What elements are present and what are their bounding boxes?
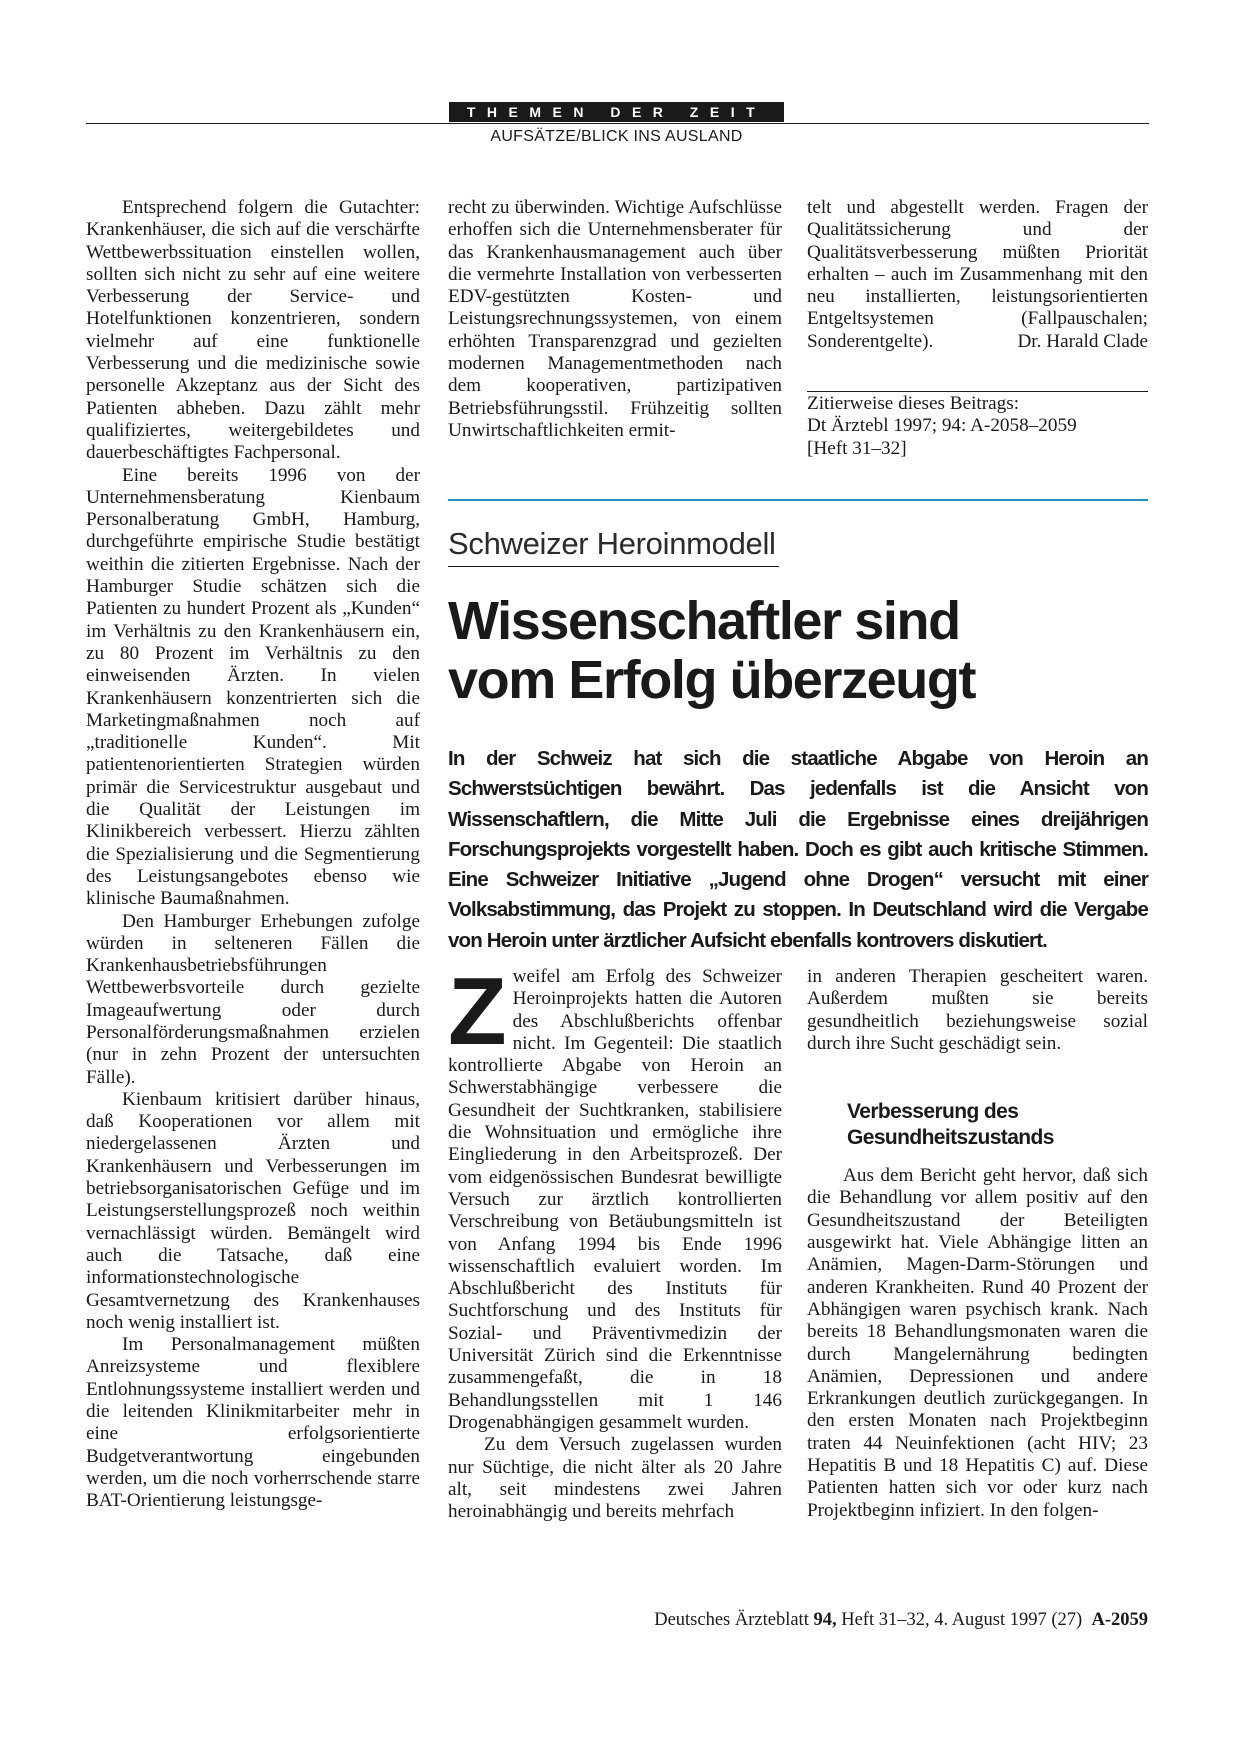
kicker-underline bbox=[448, 566, 779, 567]
drop-cap: Z bbox=[448, 958, 507, 1065]
article-lead: In der Schweiz hat sich die staatliche Abgabe von Heroin an Schwerstsüchtigen bewährt. Das jedenfalls ist die Ansicht von Wissenschaftlern, die Mitte Juli die Ergebnisse eines dreijährigen Forschungsprojekts vorgestellt haben. Doch es gibt auch kritische Stimmen. Eine Schweizer Initiative „Jugend ohne Drogen“ versucht mit einer Volksabstimmung, das Projekt zu stoppen. In Deutschland wird die Vergabe von Heroin unter ärztlicher Aufsicht ebenfalls kontrovers diskutiert. bbox=[448, 747, 1148, 952]
previous-article-column-2 bbox=[448, 197, 782, 442]
article-divider-rule bbox=[448, 499, 1148, 501]
body-paragraph: in anderen Therapien gescheitert waren. Außerdem mußten sie bereits gesundheitlich beziehungsweise sozial durch ihre Sucht geschädigt sein. bbox=[807, 966, 1148, 1054]
title-line: Wissenschaftler sind bbox=[448, 591, 960, 651]
header-rule bbox=[86, 123, 1149, 124]
title-line: vom Erfolg überzeugt bbox=[448, 650, 976, 710]
section-subhead: Verbesserung des Gesundheitszustands bbox=[847, 1100, 1054, 1150]
citation-rule bbox=[807, 391, 1148, 392]
body-paragraph: recht zu überwinden. Wichtige Aufschlüsse erhoffen sich die Unternehmensberater für das Krankenhausmanagement auch über die vermehrte Installation von verbesserten EDV-gestützten Kosten- und Leistungsrechnungssystemen, von einem erhöhten Transparenzgrad und gezielten modernen Managementmethoden nach dem kooperativen, partizipativen Betriebsführungsstil. Frühzeitig sollten Unwirtschaftlichkeiten ermit- bbox=[448, 197, 782, 441]
page-number: A-2059 bbox=[1091, 1610, 1148, 1630]
citation-block bbox=[807, 393, 1148, 460]
body-paragraph: Aus dem Bericht geht hervor, daß sich die Behandlung vor allem positiv auf den Gesundheitszustand der Beteiligten ausgewirkt hat. Viele Abhängige litten an Anämien, Magen-Darm-Störungen und anderen Krankheiten. Rund 40 Prozent der Abhängigen waren psychisch krank. Nach bereits 18 Behandlungsmonaten waren die durch Mangelernährung bedingten Anämien, Depressionen und andere Erkrankungen deutlich zurückgegangen. In den ersten Monaten nach Projektbeginn traten 44 Neuinfektionen (acht HIV; 23 Hepatitis B und 18 Hepatitis C) auf. Diese Patienten hatten sich vor oder kurz nach Projektbeginn infiziert. In den folgen- bbox=[807, 1165, 1148, 1521]
body-text: telt und abgestellt werden. Fragen der Qualitätssicherung und der Qualitätsverbesserung müßten Priorität erhalten – auch im Zusammenhang mit den neu installierten, leistungsorientierten Entgeltsystemen (Fallpauschalen; Sonderentgelte). bbox=[807, 197, 1148, 352]
body-paragraph bbox=[807, 197, 1148, 353]
article-kicker: Schweizer Heroinmodell bbox=[448, 526, 776, 561]
article-column-2 bbox=[807, 966, 1148, 1522]
body-paragraph: Zu dem Versuch zugelassen wurden nur Süchtige, die nicht älter als 20 Jahre alt, seit mindestens zwei Jahren heroinabhängig und bereits mehrfach bbox=[448, 1434, 782, 1523]
body-paragraph: Eine bereits 1996 von der Unternehmensberatung Kienbaum Personalberatung GmbH, Hamburg, durchgeführte empirische Studie bestätigt weithin die zitierten Ergebnisse. Nach der Hamburger Studie schätzen sich die Patienten zu hundert Prozent als „Kunden“ im Verhältnis zu den Krankenhäusern ein, zu 80 Prozent im Verhältnis zu den einweisenden Ärzten. In vielen Krankenhäusern konzentrierten sich die Marketingmaßnahmen noch auf „traditionelle Kunden“. Mit patientenorientierten Strategien würden primär die Servicestruktur ausgebaut und die Qualität der Leistungen im Klinikbereich verbessert. Hierzu zählten die Spezialisierung und die Segmentierung des Leistungsangebotes ebenso wie klinische Baumaßnahmen. bbox=[86, 464, 420, 910]
previous-article-column-3 bbox=[807, 197, 1148, 353]
body-paragraph bbox=[448, 958, 782, 1434]
body-paragraph: Entsprechend folgern die Gutachter: Krankenhäuser, die sich auf die verschärfte Wettbewerbssituation einstellen wollen, sollten sich nicht zu sehr auf eine weitere Verbesserung der Service- und Hotelfunktionen konzentrieren, sondern vielmehr auf eine funktionelle Verbesserung und die medizinische sowie personelle Akzeptanz aus der Sicht des Patienten abheben. Dazu zählt mehr qualifiziertes, weitergebildetes und dauerbeschäftigtes Fachpersonal. bbox=[86, 197, 420, 464]
page-footer bbox=[654, 1610, 1148, 1631]
journal-volume: 94, bbox=[813, 1610, 837, 1630]
article-title bbox=[448, 592, 1148, 710]
body-paragraph: Im Personalmanagement müßten Anreizsysteme und flexiblere Entlohnungssysteme installiert werden und die leitenden Klinikmitarbeiter mehr in eine erfolgsorientierte Budgetverantwortung eingebunden werden, um die noch vorherrschende starre BAT-Orientierung leistungsge- bbox=[86, 1334, 420, 1512]
author-name: Dr. Harald Clade bbox=[1017, 330, 1148, 352]
body-text: weifel am Erfolg des Schweizer Heroinprojekts hatten die Autoren des Abschlußberichts offenbar nicht. Im Gegenteil: Die staatlich kontrollierte Abgabe von Heroin an Schwerstabhängige verbessere die Gesundheit der Suchtkranken, stabilisiere die Wohnsituation und ermögliche ihre Eingliederung in den Arbeitsprozeß. Der vom eidgenössischen Bundesrat bewilligte Versuch zur ärztlich kontrollierten Verschreibung von Betäubungsmitteln ist von Anfang 1994 bis Ende 1996 wissenschaftlich evaluiert worden. Im Abschlußbericht des Instituts für Suchtforschung und des Instituts für Sozial- und Präventivmedizin der Universität Zürich sind die Erkenntnisse zusammengefaßt, die in 18 Behandlungsstellen mit 1 146 Drogenabhängigen gesammelt wurden. bbox=[448, 966, 782, 1433]
body-paragraph: Kienbaum kritisiert darüber hinaus, daß Kooperationen vor allem mit niedergelassenen Ärzten und Krankenhäusern und Verbesserungen im betriebsorganisatorischen Gefüge und im Leistungserstellungsprozeß noch weithin vernachlässigt würden. Bemängelt wird auch die Tatsache, daß eine informationstechnologische Gesamtvernetzung des Krankenhauses noch wenig installiert ist. bbox=[86, 1088, 420, 1333]
body-paragraph: Den Hamburger Erhebungen zufolge würden in selteneren Fällen die Krankenhausbetriebsführungen Wettbewerbsvorteile durch gezielte Imageaufwertung oder durch Personalförderungsmaßnahmen erzielen (nur in zehn Prozent der untersuchten Fälle). bbox=[86, 910, 420, 1088]
citation-label: Zitierweise dieses Beitrags: bbox=[807, 393, 1020, 414]
article-column-1 bbox=[448, 958, 782, 1523]
journal-name: Deutsches Ärzteblatt bbox=[654, 1610, 809, 1630]
issue-info: Heft 31–32, 4. August 1997 (27) bbox=[841, 1610, 1083, 1630]
section-header-band: THEMEN DER ZEIT bbox=[449, 102, 784, 122]
previous-article-column-1 bbox=[86, 197, 420, 1513]
citation-reference: Dt Ärztebl 1997; 94: A-2058–2059 bbox=[807, 415, 1077, 437]
citation-issue: [Heft 31–32] bbox=[807, 437, 907, 459]
section-subheader: AUFSÄTZE/BLICK INS AUSLAND bbox=[490, 128, 743, 145]
